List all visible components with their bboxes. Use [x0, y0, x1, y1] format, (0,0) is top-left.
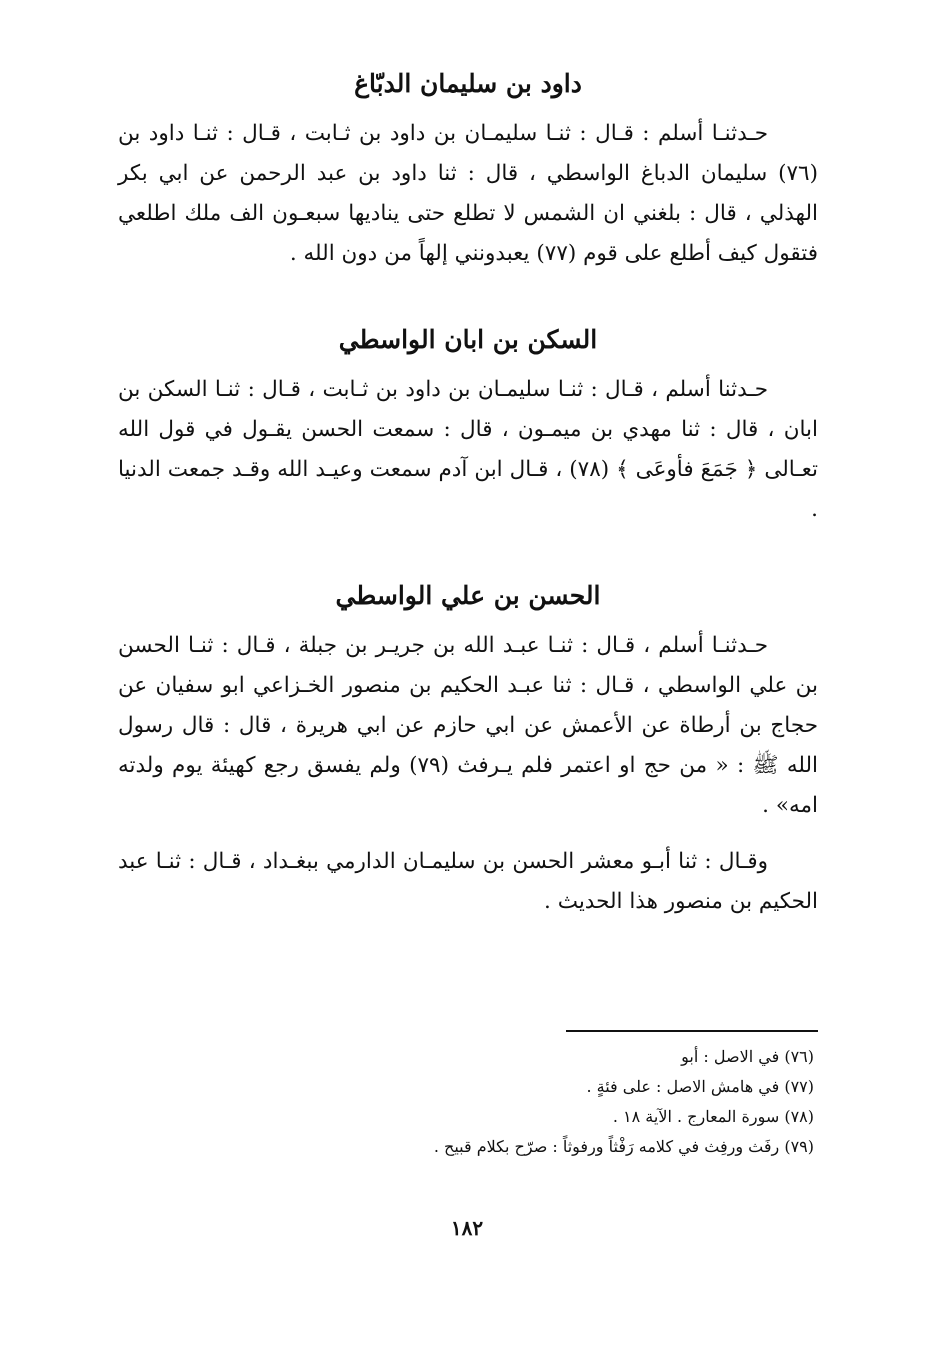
footnote-77: (٧٧) في هامش الاصل : على فئةٍ . — [586, 1077, 814, 1096]
section-title: الحسن بن علي الواسطي — [335, 581, 601, 610]
main-text — [118, 62, 818, 922]
footnote-78: (٧٨) سورة المعارج . الآية ١٨ . — [612, 1107, 814, 1126]
section-paragraph: حـدثنـا أسلم : قـال : ثنـا سليمـان بن داود بن ثـابت ، قـال : ثنـا داود بن (٧٦) سليمان الدباغ الواسطي ، قال : ثنا داود بن عبد الرحمن عن ابي بكر الهذلي ، قال : بلغني ان الشمس لا تطلع حتى يناديها سبعـون الف ملك اطلعي فتقول كيف أطلع على قوم (٧٧) يعبدونني إلهاً من دون الله . — [118, 121, 818, 266]
section-dawud — [118, 62, 818, 274]
section-paragraph: وقـال : ثنا أبـو معشر الحسن بن سليمـان الدارمي ببغـداد ، قـال : ثنـا عبد الحكيم بن منصور هذا الحديث . — [118, 849, 818, 914]
section-paragraph: حـدثنـا أسلم ، قـال : ثنـا عبـد الله بن جريـر بن جبلة ، قـال : ثنـا الحسن بن علي الواسطي ، قـال : ثنا عبـد الحكيم بن منصور الخـزاعي ابو سفيان عن حجاج بن أرطاة عن الأعمش عن ابي حازم عن ابي هريرة ، قال : قال رسول الله ﷺ : « من حج او اعتمر فلم يـرفث (٧٩) ولم يفسق رجع كهيئة يوم ولدته امه» . — [118, 633, 818, 818]
footnotes — [118, 1030, 818, 1162]
footnote-divider — [566, 1030, 818, 1032]
section-sakan — [118, 318, 818, 530]
section-paragraph: حـدثنا أسلم ، قـال : ثنـا سليمـان بن داود بن ثـابت ، قـال : ثنـا السكن بن ابان ، قال : ثنا مهدي بن ميمـون ، قال : سمعت الحسن يقـول في قول الله تعـالى ﴿ جَمَعَ فأوعَى ﴾ (٧٨) ، قـال ابن آدم سمعت وعيـد الله وقـد جمعت الدنيا . — [118, 377, 818, 522]
section-hasan — [118, 574, 818, 922]
footnote-79: (٧٩) رفَث ورفِث في كلامه رَفْثاً ورفوثاً : صرّح بكلام قبيح . — [433, 1137, 814, 1156]
page-number: ١٨٢ — [450, 1216, 484, 1240]
section-title: السكن بن ابان الواسطي — [338, 325, 598, 354]
footnote-76: (٧٦) في الاصل : أبو — [681, 1047, 814, 1066]
section-title: داود بن سليمان الدبّاغ — [354, 69, 582, 98]
